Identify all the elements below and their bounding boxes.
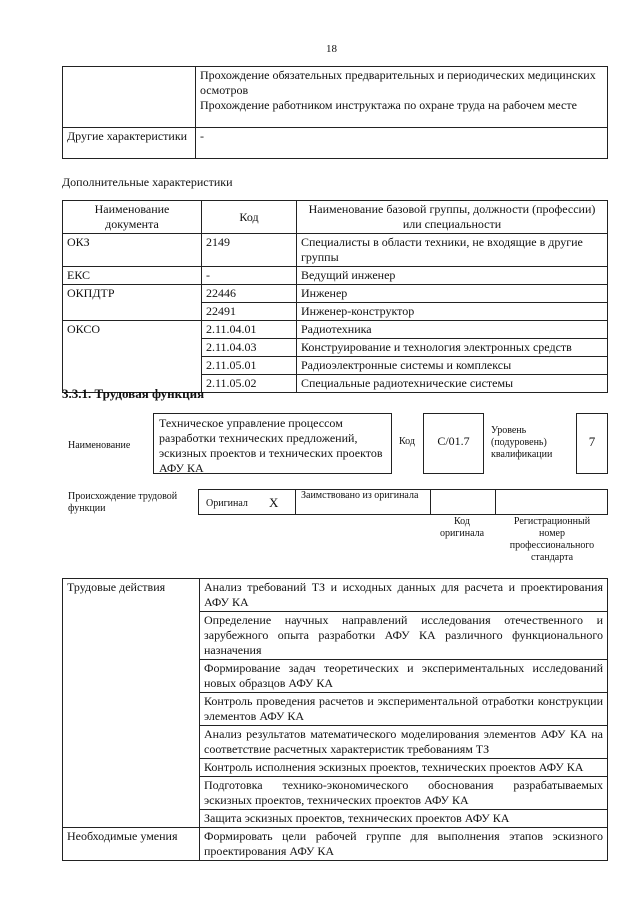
code-cell: 2.11.04.01 xyxy=(202,321,297,339)
action-item: Подготовка технико-экономического обоснования разрабатываемых эскизных проектов, технических проектов АФУ КА xyxy=(200,777,608,810)
name-cell: Радиоэлектронные системы и комплексы xyxy=(297,357,608,375)
code-cell: 2.11.05.01 xyxy=(202,357,297,375)
action-item: Определение научных направлений исследования отечественного и зарубежного опыта разработки АФУ КА различного функционального назначения xyxy=(200,612,608,660)
level-box xyxy=(576,413,608,474)
name-cell: Конструирование и технология электронных средств xyxy=(297,339,608,357)
divider xyxy=(295,490,296,514)
original-mark: X xyxy=(269,495,279,510)
divider xyxy=(495,490,496,514)
borrowed-label: Заимствовано из оригинала xyxy=(301,490,419,501)
header-name: Наименование базовой группы, должности (профессии) или специальности xyxy=(297,201,608,234)
function-name-value: Техническое управление процессом разработки технических предложений, эскизных проектов и технических проектов АФУ КА xyxy=(159,416,383,475)
name-cell: Инженер-конструктор xyxy=(297,303,608,321)
action-item: Контроль исполнения эскизных проектов, технических проектов АФУ КА xyxy=(200,759,608,777)
code-original-caption: Код оригинала xyxy=(439,516,485,539)
top-line-2: Прохождение работником инструктажа по охране труда на рабочем месте xyxy=(200,98,577,112)
doc-cell: ОКПДТР xyxy=(63,285,202,321)
action-item: Формирование задач теоретических и экспериментальных исследований новых образцов АФУ КА xyxy=(200,660,608,693)
header-document: Наименование документа xyxy=(63,201,202,234)
top-line-1: Прохождение обязательных предварительных и периодических медицинских осмотров xyxy=(200,68,596,97)
code-label: Код xyxy=(399,436,415,447)
action-item: Анализ результатов математического моделирования элементов АФУ КА на соответствие расчетных характеристик требованиям ТЗ xyxy=(200,726,608,759)
top-table xyxy=(62,66,608,159)
section-title: 3.3.1. Трудовая функция xyxy=(62,386,205,401)
code-cell: 2149 xyxy=(202,234,297,267)
name-cell: Специальные радиотехнические системы xyxy=(297,375,608,393)
header-code: Код xyxy=(202,201,297,234)
action-item: Контроль проведения расчетов и экспериментальной отработки конструкции элементов АФУ КА xyxy=(200,693,608,726)
page-number: 18 xyxy=(326,43,337,55)
other-characteristics-label: Другие характеристики xyxy=(63,128,196,159)
additional-title: Дополнительные характеристики xyxy=(62,175,233,189)
top-row1-right xyxy=(196,67,608,128)
code-value: C/01.7 xyxy=(437,434,470,448)
actions-table xyxy=(62,578,608,861)
reg-number-caption: Регистрационный номер профессионального стандарта xyxy=(509,516,595,563)
action-item: Защита эскизных проектов, технических проектов АФУ КА xyxy=(200,810,608,828)
top-row1-left xyxy=(63,67,196,128)
doc-cell: ОКСО xyxy=(63,321,202,393)
divider xyxy=(430,490,431,514)
name-cell: Ведущий инженер xyxy=(297,267,608,285)
code-cell: 2.11.05.02 xyxy=(202,375,297,393)
other-characteristics-value: - xyxy=(196,128,608,159)
original-label: Оригинал xyxy=(206,498,248,509)
name-cell: Радиотехника xyxy=(297,321,608,339)
name-label: Наименование xyxy=(68,440,131,451)
origin-label: Происхождение трудовой функции xyxy=(68,491,178,514)
code-cell: 22446 xyxy=(202,285,297,303)
origin-boxes xyxy=(198,489,608,515)
name-cell: Инженер xyxy=(297,285,608,303)
name-cell: Специалисты в области техники, не входящие в другие группы xyxy=(297,234,608,267)
code-cell: 2.11.04.03 xyxy=(202,339,297,357)
code-cell: - xyxy=(202,267,297,285)
function-name-box xyxy=(153,413,392,474)
skills-label: Необходимые умения xyxy=(63,828,200,861)
code-box xyxy=(423,413,484,474)
additional-table xyxy=(62,200,608,393)
level-label: Уровень (подуровень) квалификации xyxy=(491,425,553,460)
doc-cell: ЕКС xyxy=(63,267,202,285)
level-value: 7 xyxy=(588,434,596,449)
code-cell: 22491 xyxy=(202,303,297,321)
actions-label: Трудовые действия xyxy=(63,579,200,828)
skill-item: Формировать цели рабочей группе для выполнения этапов эскизного проектирования АФУ КА xyxy=(200,828,608,861)
doc-cell: ОКЗ xyxy=(63,234,202,267)
action-item: Анализ требований ТЗ и исходных данных для расчета и проектирования АФУ КА xyxy=(200,579,608,612)
